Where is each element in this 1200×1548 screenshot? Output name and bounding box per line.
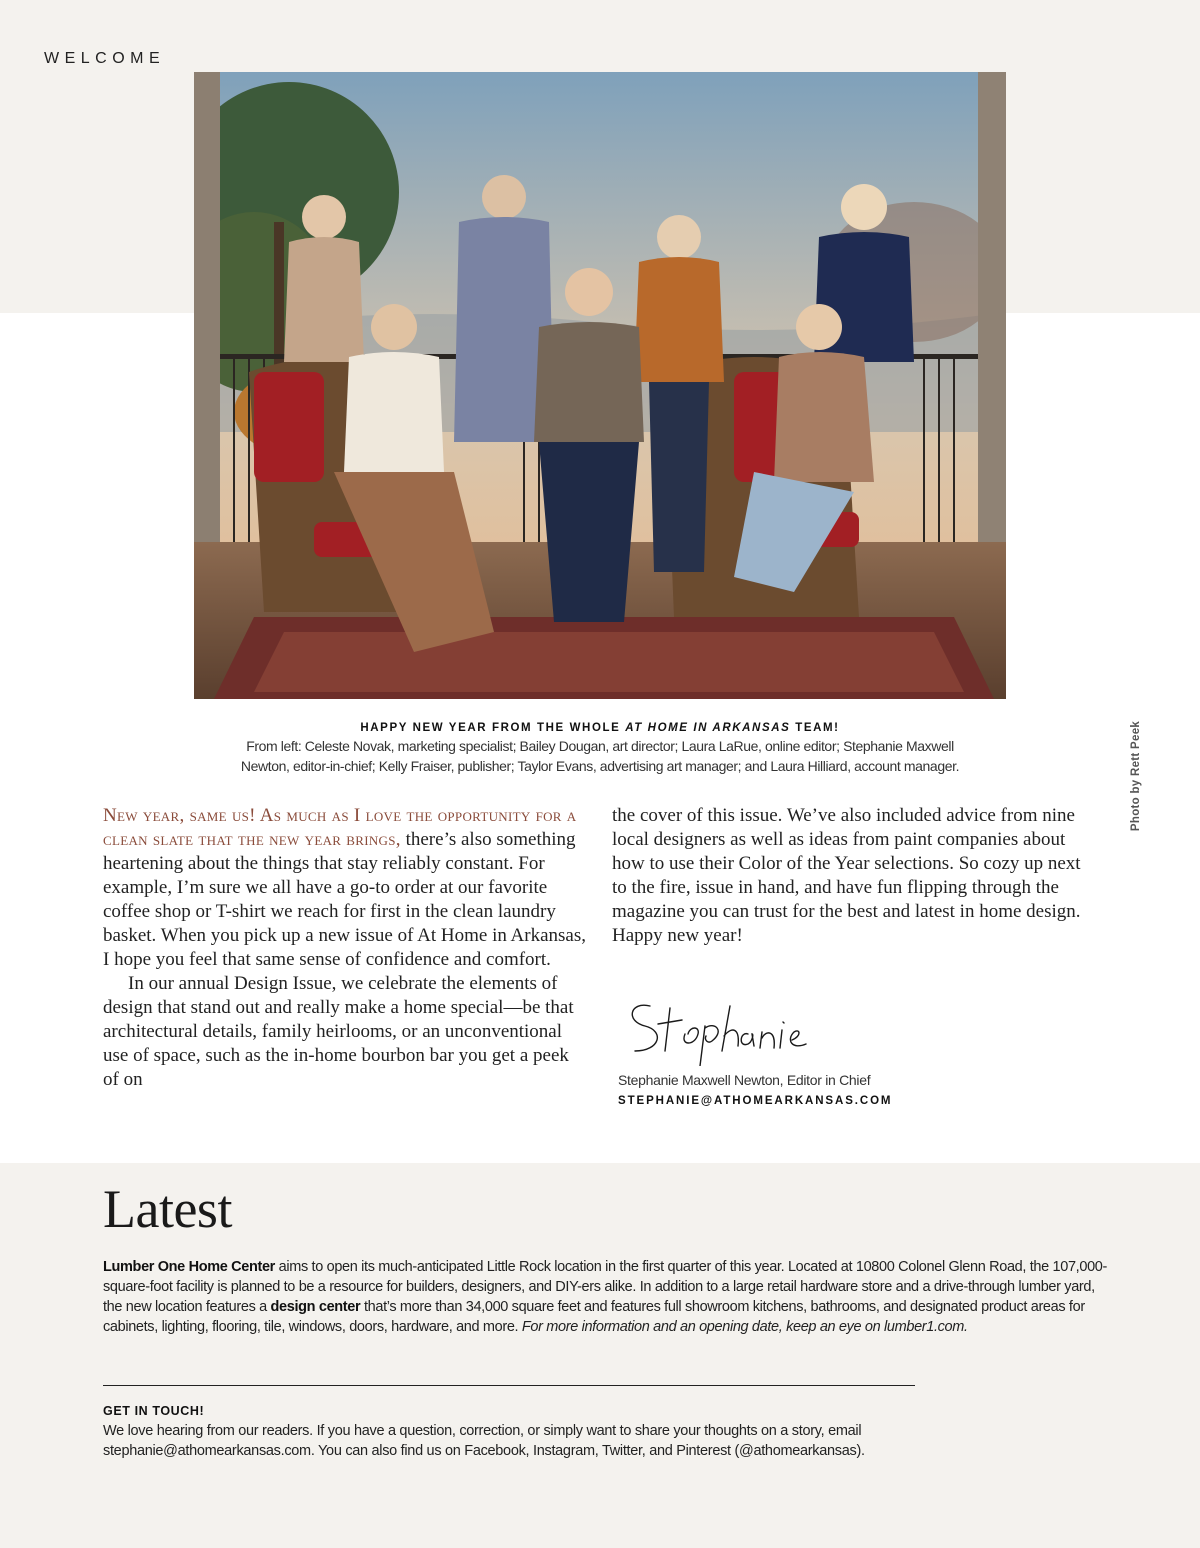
letter-lead-in: New year, same us! As much as I love the opportunity for a clean slate that the new year brings, xyxy=(103,805,577,850)
section-label: WELCOME xyxy=(44,50,166,67)
letter-paragraph-2-continued: the cover of this issue. We’ve also included advice from nine local designers as well as ideas from paint companies about how to use their Color of the Year selections. So cozy up next to the fire, issue in hand, and have fun flipping through the magazine you can trust for the best and latest in home design. Happy new year! xyxy=(612,805,1081,946)
signer-email[interactable]: STEPHANIE@ATHOMEARKANSAS.COM xyxy=(618,1095,893,1107)
team-photo xyxy=(194,72,1006,699)
latest-heading: Latest xyxy=(103,1179,232,1239)
photo-caption xyxy=(190,722,1010,776)
get-in-touch-text: We love hearing from our readers. If you have a question, correction, or simply want to share your thoughts on a story, email stephanie@athomearkansas.com. You can also find us on Facebook, Instagram, Twitter, and Pinterest (@athomearkansas). xyxy=(103,1423,865,1459)
caption-names: From left: Celeste Novak, marketing specialist; Bailey Dougan, art director; Laura LaRue, online editor; Stephanie Maxwell Newton, editor-in-chief; Kelly Fraiser, publisher; Taylor Evans, advertising art manager; and Laura Hilliard, account manager. xyxy=(240,738,960,774)
letter-column-left xyxy=(103,804,588,1092)
latest-news-text: Lumber One Home Center aims to open its much-anticipated Little Rock location in the first quarter of this year. Located at 10800 Colonel Glenn Road, the 107,000-square-foot facility is planned to be a resource for builders, designers, and DIY-ers alike. In addition to a large retail hardware store and a drive-through lumber yard, the new location features a design center that’s more than 34,000 square feet and features full showroom kitchens, bathrooms, and designated product areas for cabinets, lighting, flooring, tile, windows, doors, hardware, and more. For more information and an opening date, keep an eye on lumber1.com. xyxy=(103,1259,1107,1335)
get-in-touch-heading: GET IN TOUCH! xyxy=(103,1404,205,1418)
letter-paragraph-2: In our annual Design Issue, we celebrate the elements of design that stand out and really make a home special—be that architectural details, family heirlooms, or an unconventional use of space, such as the in-home bourbon bar you get a peek of on xyxy=(103,973,574,1090)
letter-column-right xyxy=(612,804,1092,948)
letter-paragraph-1: New year, same us! As much as I love the opportunity for a clean slate that the new year brings, there’s also something heartening about the things that stay reliably constant. For example, I’m sure we all have a go-to order at our favorite coffee shop or T-shirt we reach for first in the clean laundry basket. When you pick up a new issue of At Home in Arkansas, I hope you feel that same sense of confidence and comfort. xyxy=(103,805,587,970)
caption-heading: HAPPY NEW YEAR FROM THE WHOLE AT HOME IN ARKANSAS TEAM! xyxy=(360,722,840,734)
handwritten-signature xyxy=(620,996,820,1066)
photo-credit: Photo by Rett Peek xyxy=(1130,720,1142,832)
divider-rule xyxy=(103,1385,915,1386)
signer-name: Stephanie Maxwell Newton, Editor in Chief xyxy=(618,1072,871,1088)
